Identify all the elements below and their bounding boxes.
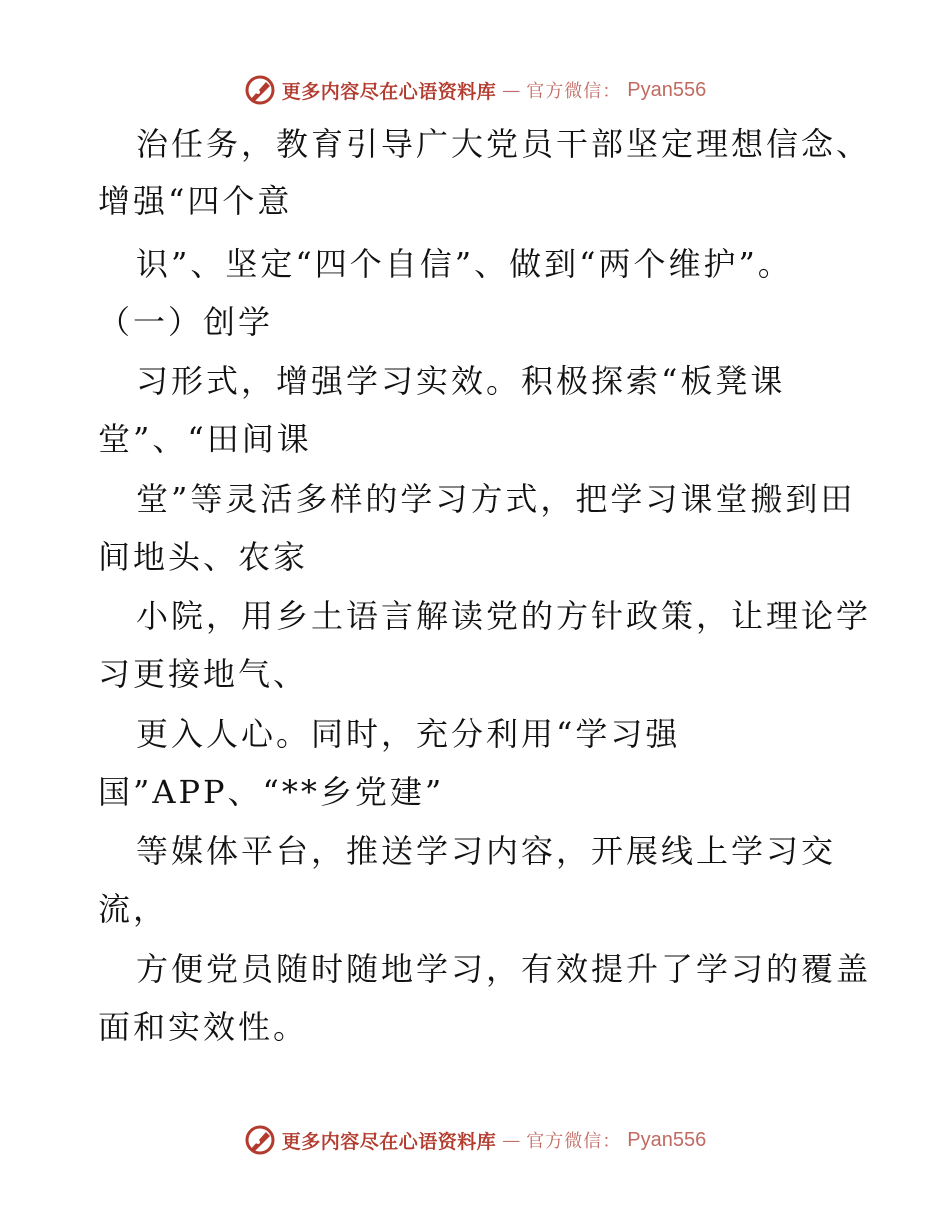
body-line: 小院，用乡土语言解读党的方针政策，让理论学 [136, 597, 872, 635]
body-line: 间地头、农家 [98, 538, 309, 576]
footer-banner [0, 1120, 950, 1160]
body-line: 流， [98, 890, 169, 928]
body-line: 治任务，教育引导广大党员干部坚定理想信念、 [136, 125, 872, 163]
banner-separator: — [502, 1129, 521, 1151]
body-line: 增强“四个意 [98, 182, 293, 220]
body-line: 堂”、“田间课 [98, 420, 312, 458]
body-line: 习形式，增强学习实效。积极探索“板凳课 [136, 362, 786, 400]
body-line: 识”、坚定“四个自信”、做到“两个维护”。 [136, 245, 793, 283]
body-line: 面和实效性。 [98, 1008, 309, 1046]
banner-wechat-id: Pyan556 [627, 1128, 707, 1151]
body-line: 等媒体平台，推送学习内容，开展线上学习交 [136, 832, 837, 870]
banner-wechat-id: Pyan556 [627, 78, 707, 101]
banner-site-name: 更多内容尽在心语资料库 [281, 80, 497, 103]
body-line: 国”APP、“**乡党建” [98, 773, 445, 811]
body-line: 更入人心。同时，充分利用“学习强 [136, 715, 681, 753]
pen-logo-icon [244, 74, 276, 106]
pen-logo-icon [244, 1124, 276, 1156]
body-line: 方便党员随时随地学习，有效提升了学习的覆盖 [136, 950, 872, 988]
banner-separator: — [502, 79, 521, 101]
banner-wechat-label: 官方微信： [526, 1131, 622, 1152]
body-line: （一）创学 [98, 303, 274, 341]
header-banner [0, 70, 950, 110]
body-line: 堂”等灵活多样的学习方式，把学习课堂搬到田 [136, 480, 856, 518]
banner-wechat-label: 官方微信： [526, 81, 622, 102]
banner-site-name: 更多内容尽在心语资料库 [281, 1130, 497, 1153]
body-line: 习更接地气、 [98, 655, 309, 693]
